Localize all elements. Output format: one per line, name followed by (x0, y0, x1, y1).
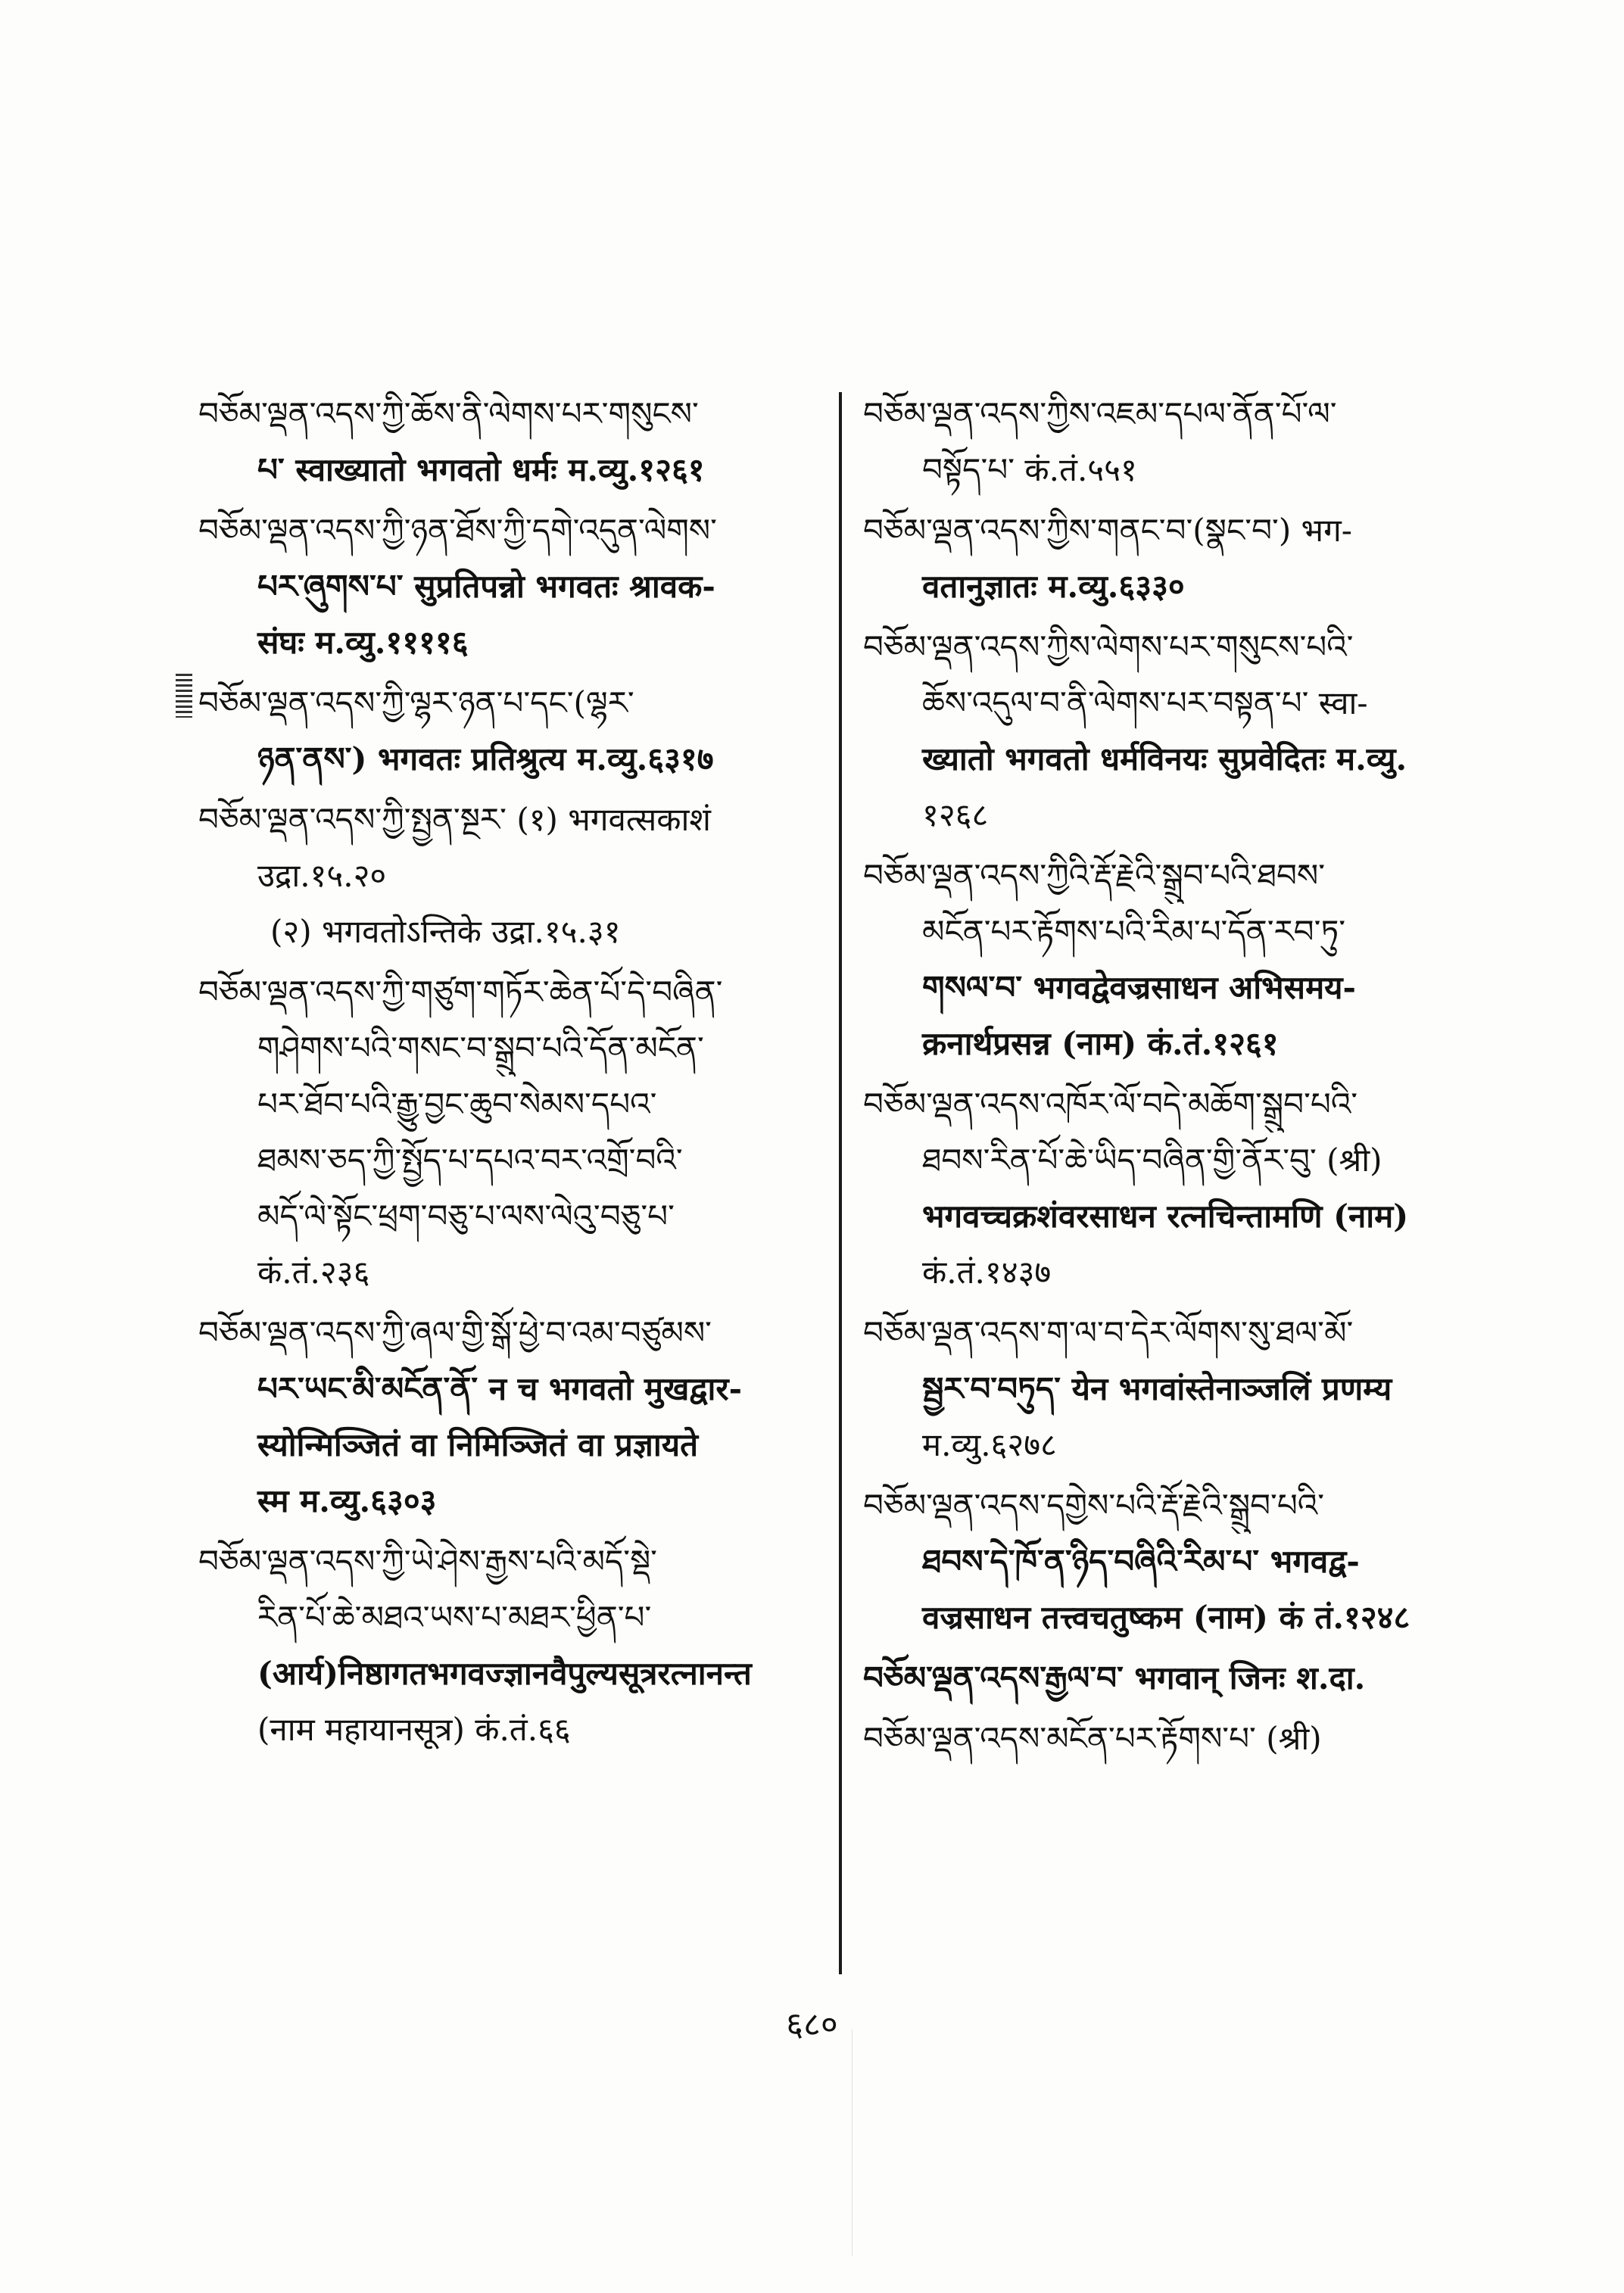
entry-continuation-line: भगवच्चक्रशंवरसाधन रत्नचिन्तामणि (नाम) (922, 1198, 1409, 1235)
entry-continuation-line: པར་ཡང་མི་མངོན་ནོ་ न च भगवतो मुखद्वार- (257, 1370, 743, 1407)
entry-continuation-line: उद्रा.१५.२० (257, 857, 387, 894)
entry-headword-line: བཅོམ་ལྡན་འདས་ག་ལ་བ་དེར་ལོགས་སུ་ཐལ་མོ་ (863, 1314, 1354, 1351)
entry-continuation-line: ཐམས་ཅད་ཀྱི་སྤྱོད་པ་དཔའ་བར་འགྲོ་བའི་ (257, 1142, 683, 1179)
entry-continuation-line: वज्रसाधन तत्त्वचतुष्कम (नाम) कं तं.१२४८ (922, 1599, 1410, 1636)
dictionary-entry (198, 1305, 834, 1529)
entry-continuation-line: १२६८ (922, 796, 989, 833)
entry-headword-line: བཅོམ་ལྡན་འདས་ཀྱི་ཞལ་གྱི་སྒོ་ཕྱེ་བ་འམ་བཙུམས་ (198, 1314, 712, 1351)
page-crease (852, 2029, 853, 2256)
entry-headword-line: བཅོམ་ལྡན་འདས་ཀྱིས་གནང་བ་(སྣང་བ་) भग- (863, 512, 1352, 549)
entry-headword-line: བཅོམ་ལྡན་འདས་དགྱེས་པའི་རྡོ་རྗེའི་སྒྲུབ་པའི་ (863, 1487, 1325, 1524)
entry-headword-line: བཅོམ་ལྡན་འདས་ཀྱི་སྤྱན་སྔར་ (१) भगवत्सकाशं (198, 801, 711, 838)
page-number: ६८० (786, 2005, 838, 2044)
entry-continuation-line: (आर्य)निष्ठागतभगवज्ज्ञानवैपुल्यसूत्ररत्नानन्त (257, 1655, 752, 1692)
entry-headword-line: བཅོམ་ལྡན་འདས་ཀྱི་ལྷར་ཉན་པ་དང་(ལྷར་ (198, 684, 634, 721)
entry-continuation-line: པ་ स्वाख्यातो भगवतो धर्मः म.व्यु.१२६१ (257, 451, 705, 488)
entry-continuation-line: ख्यातो भगवतो धर्मविनयः सुप्रवेदितः म.व्यु. (922, 740, 1407, 777)
margin-mark (176, 674, 192, 718)
entry-continuation-line: संघः म.व्यु.११११६ (257, 624, 469, 661)
entry-continuation-line: རིན་པོ་ཆེ་མཐའ་ཡས་པ་མཐར་ཕྱིན་པ་ (257, 1599, 652, 1636)
entry-continuation-line: གཤེགས་པའི་གསང་བ་སྒྲུབ་པའི་དོན་མངོན་ (257, 1030, 704, 1067)
entry-continuation-line: (नाम महायानसूत्र) कं.तं.६६ (257, 1711, 571, 1748)
entry-continuation-line: क्रनार्थप्रसन्न (नाम) कं.तं.१२६१ (922, 1025, 1279, 1062)
column-divider (839, 392, 842, 1974)
entry-headword-line: བཅོམ་ལྡན་འདས་རྒྱལ་བ་ भगवान् जिनः श.दा. (863, 1659, 1366, 1696)
entry-continuation-line: བསྟོད་པ་ कं.तं.५५१ (922, 451, 1137, 488)
entry-continuation-line: མངོན་པར་རྟོགས་པའི་རིམ་པ་དོན་རབ་ཏུ་ (922, 913, 1346, 950)
dictionary-entry (863, 1650, 1473, 1706)
entry-continuation-line: स्योन्मिञ्जितं वा निमिञ्जितं वा प्रज्ञायते (257, 1426, 699, 1463)
entry-headword-line: བཅོམ་ལྡན་འདས་ཀྱིས་ལེགས་པར་གསུངས་པའི་ (863, 628, 1354, 665)
dictionary-entry (863, 503, 1473, 615)
entry-headword-line: བཅོམ་ལྡན་འདས་ཀྱི་གཙུག་གཏོར་ཆེན་པོ་དེ་བཞིན་ (198, 974, 723, 1011)
entry-headword-line: བཅོམ་ལྡན་འདས་ཀྱི་ཡེ་ཤེས་རྒྱས་པའི་མདོ་སྡེ་ (198, 1543, 657, 1580)
entry-continuation-line: སྦྱར་བ་བཏུད་ येन भगवांस्तेनाञ्जलिं प्रणम्य (922, 1370, 1392, 1407)
entry-continuation-line: མདོ་ལེ་སྟོང་ཕྲག་བཅུ་པ་ལས་ལེའུ་བཅུ་པ་ (257, 1198, 675, 1235)
entry-headword-line: བཅོམ་ལྡན་འདས་འཁོར་ལོ་བདེ་མཆོག་སྒྲུབ་པའི་ (863, 1086, 1358, 1123)
dictionary-entry (198, 503, 834, 671)
dictionary-entry (863, 1076, 1473, 1301)
entry-continuation-line: པར་ཞུགས་པ་ सुप्रतिपन्नो भगवतः श्रावक- (257, 568, 715, 605)
dictionary-entry (198, 792, 834, 960)
entry-continuation-line: स्म म.व्यु.६३०३ (257, 1482, 437, 1519)
dictionary-entry (198, 675, 834, 787)
dictionary-entry (863, 1478, 1473, 1646)
left-column (198, 386, 834, 1762)
entry-headword-line: བཅོམ་ལྡན་འདས་ཀྱི་ཆོས་ནི་ལེགས་པར་གསུངས་ (198, 395, 699, 432)
entry-headword-line: བཅོམ་ལྡན་འདས་མངོན་པར་རྟོགས་པ་ (श्री) (863, 1720, 1322, 1757)
dictionary-entry (198, 1534, 834, 1758)
entry-sub-sense: (२) भगवतोऽन्तिके उद्रा.१५.३१ (270, 913, 621, 950)
entry-continuation-line: ཐབས་དེ་ཁོ་ན་ཉིད་བཞིའི་རིམ་པ་ भगवद्व- (922, 1543, 1360, 1580)
entry-continuation-line: ཉན་ནས་) भगवतः प्रतिश्रुत्य म.व्यु.६३१७ (257, 740, 714, 777)
dictionary-entry (863, 1711, 1473, 1767)
dictionary-entry (863, 386, 1473, 498)
entry-continuation-line: པར་ཐོབ་པའི་རྒྱུ་བྱང་ཆུབ་སེམས་དཔའ་ (257, 1086, 657, 1123)
entry-continuation-line: कं.तं.२३६ (257, 1254, 370, 1291)
entry-headword-line: བཅོམ་ལྡན་འདས་ཀྱི་ཉན་ཐོས་ཀྱི་དགེ་འདུན་ལེགས་ (198, 512, 717, 549)
right-column (863, 386, 1473, 1771)
dictionary-entry (863, 619, 1473, 843)
entry-continuation-line: कं.तं.१४३७ (922, 1254, 1052, 1291)
dictionary-entry (863, 848, 1473, 1072)
entry-continuation-line: གསལ་བ་ भगवद्वेवज्रसाधन अभिसमय- (922, 969, 1356, 1006)
entry-headword-line: བཅོམ་ལྡན་འདས་ཀྱིས་འཇམ་དཔལ་ནོན་པོ་ལ་ (863, 395, 1337, 432)
entry-continuation-line: ཐབས་རིན་པོ་ཆེ་ཡིད་བཞིན་གྱི་ནོར་བུ་ (श्री) (922, 1142, 1382, 1179)
entry-continuation-line: ཆོས་འདུལ་བ་ནི་ལེགས་པར་བསྟན་པ་ स्वा- (922, 684, 1368, 721)
dictionary-entry (198, 386, 834, 498)
entry-continuation-line: म.व्यु.६२७८ (922, 1426, 1057, 1463)
dictionary-entry (198, 964, 834, 1301)
entry-continuation-line: वतानुज्ञातः म.व्यु.६३३० (922, 568, 1185, 605)
entry-headword-line: བཅོམ་ལྡན་འདས་ཀྱིའི་རྡོ་རྗེའི་སྒྲུབ་པའི་ཐབས་ (863, 857, 1326, 894)
dictionary-entry (863, 1305, 1473, 1473)
